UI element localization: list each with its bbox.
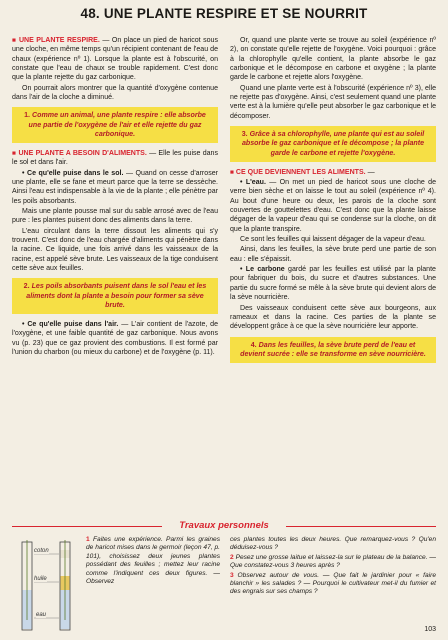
square-bullet-icon: ■ (12, 37, 17, 44)
heading-devenir: CE QUE DEVIENNENT LES ALIMENTS. (235, 168, 366, 176)
text-sol-3: L'eau circulant dans la terre dissout les aliments qui s'y trouvent. C'est donc de l'eau chargée d'aliments qui pénètre dans la racine. Ce liquide, une fois arrivé dans les vaisseaux de la racine, est appelé sève brute. Les vaisseaux de la tige conduisent cette sève aux feuilles. (12, 227, 218, 273)
divider-line-right (286, 526, 436, 527)
travaux-col-2 (230, 536, 436, 598)
text-carbone: gardé par les feuilles est utilisé par la plante pour fabriquer du bois, du sucre et d'autres substances. Une partie du sucre formé se mêle à la sève brute qui devient alors de la sève nourricière. (230, 266, 436, 302)
text-eau-1: — On met un pied de haricot sous une cloche de verre bien sèche et on laisse le tout au soleil (expérience nº 4). Au bout d'une heure ou deux, les parois de la cloche sont couvertes de gouttelettes d'eau. C'est donc que la plante laisse dégager de la vapeur d'eau qui se condense sur la cloche, on dit que la plante transpire. (230, 179, 436, 233)
sol-paragraph (12, 169, 218, 206)
travaux-col-1 (86, 536, 220, 587)
travaux-heading: Travaux personnels (179, 520, 269, 531)
heading-respire: UNE PLANTE RESPIRE. (18, 37, 100, 44)
heading-aliments: UNE PLANTE A BESOIN D'ALIMENTS. (18, 150, 147, 158)
right-column (230, 36, 436, 369)
text-aliments-intro: — Elle les puise dans le sol et dans l'air. (12, 150, 219, 167)
text-respire-2: On pourrait alors montrer que la quantité d'oxygène contenue dans l'air de la cloche a diminué. (12, 84, 218, 102)
subheading-carbone: Le carbone (245, 266, 285, 274)
dot-bullet-icon: • (240, 266, 243, 274)
square-bullet-icon: ■ (230, 168, 234, 176)
text-eau-2: Ce sont les feuilles qui laissent dégager de la vapeur d'eau. (240, 236, 426, 244)
text-respire-1: — On place un pied de haricot sous une cloche, en même temps qu'un récipient contenant de l'eau de chaux (expérience nº 1). Lorsque la plante est à l'obscurité, on constate que l'eau de chaux se trouble rapidement. C'est donc que la plante rejette du gaz carbonique. (12, 37, 218, 82)
dot-bullet-icon: • (240, 179, 243, 187)
text-eau-3: Ainsi, dans les feuilles, la sève brute perd une partie de son eau : elle s'épaissit. (230, 246, 436, 263)
subheading-eau: L'eau. (245, 179, 266, 187)
page-number: 103 (424, 626, 436, 633)
dot-bullet-icon: • (22, 169, 25, 177)
summary-box-4: 4. Dans les feuilles, la sève brute perd de l'eau et devient sucrée : elle se transforme en sève nourricière. (230, 337, 436, 363)
exercise-2-text: Pesez une grosse laitue et laissez-la sur le plateau de la balance. — Que constatez-vous 3 heures après ? (230, 553, 436, 570)
subheading-sol: Ce qu'elle puise dans le sol. (26, 169, 124, 177)
text-right-2: Quand une plante verte est à l'obscurité (expérience nº 3), elle ne rejette pas d'oxygène. Ainsi, c'est seulement quand une plante verte est à la lumière qu'elle peut absorber le gaz carbonique et le décomposer. (230, 84, 436, 120)
square-bullet-icon: ■ (12, 150, 17, 158)
experiment-tubes-figure (16, 540, 76, 632)
air-paragraph (12, 320, 218, 357)
section-respire (12, 36, 218, 83)
carbone-paragraph (230, 265, 436, 302)
exercise-number-3: 3 (230, 571, 234, 579)
section-aliments (12, 149, 218, 168)
travaux-divider (12, 520, 436, 532)
text-vaisseaux: Des vaisseaux conduisent cette sève aux bourgeons, aux rameaux et dans la racine. Ces parties de la plante se développent grâce à ce que la sève nourricière leur apporte. (230, 304, 436, 331)
exercise-1-text: Faites une expérience. Parmi les graines de haricot mises dans le germoir (leçon 47, p. 101), choisissez deux jeunes plantes possédant des feuilles ; mettez leur racine comme l'indiquent ces deux figures. — Observez (86, 536, 220, 586)
exercise-3-text: Observez autour de vous. — Que fait le jardinier pour « faire blanchir » les salades ? — Pourquoi le cultivateur met-il du fumier et des engrais sur ses champs ? (230, 571, 436, 596)
text-right-1: Or, quand une plante verte se trouve au soleil (expérience nº 2), on constate qu'elle rejette de l'oxygène. Voici pourquoi : grâce à la chlorophylle qu'elle contient, la plante absorbe le gaz carbonique et le décompose en carbone et oxygène ; la plante garde le carbone et rejette alors l'oxygène. (230, 37, 436, 82)
label-coton: coton (34, 548, 49, 554)
text-sol-2: Mais une plante pousse mal sur du sable arrosé avec de l'eau pure : les plantes puisent donc des aliments dans la terre. (12, 208, 218, 225)
subheading-air: Ce qu'elle puise dans l'air. (27, 321, 119, 329)
section-devenir: ■ CE QUE DEVIENNENT LES ALIMENTS. — (230, 168, 375, 176)
exercise-number-2: 2 (230, 553, 234, 561)
left-column (12, 36, 218, 358)
exercise-number-1: 1 (86, 536, 90, 543)
dot-bullet-icon: • (22, 321, 25, 329)
eau-paragraph (230, 178, 436, 234)
page-title: 48. UNE PLANTE RESPIRE ET SE NOURRIT (80, 6, 368, 21)
exercise-1-cont: ces plantes toutes les deux heures. Que remarquez-vous ? Qu'en déduisez-vous ? (230, 536, 436, 552)
label-huile: huile (34, 576, 47, 582)
text-sol-1: — Quand on cesse d'arroser une plante, elle se fane et meurt parce que la terre se dessèche. Ainsi l'eau est indispensable à la vie de la plante ; elle pénètre par les poils absorbants. (12, 169, 218, 205)
summary-box-2: 2. Les poils absorbants puisent dans le sol l'eau et les aliments dont la plante a besoin pour former sa sève brute. (12, 278, 218, 314)
text-air: — L'air contient de l'azote, de l'oxygène, et une faible quantité de gaz carbonique. Nous avons vu (p. 23) que ce gaz provient des combustions. Il est formé par l'union du charbon (ou mieux du carbone) et de l'oxygène (p. 11). (12, 321, 218, 357)
label-eau: eau (36, 612, 47, 618)
summary-box-3: 3. Grâce à sa chlorophylle, une plante qui est au soleil absorbe le gaz carbonique et le décompose ; la plante garde le carbone et rejette l'oxygène. (230, 126, 436, 162)
summary-box-1: 1. Comme un animal, une plante respire : elle absorbe une partie de l'oxygène de l'air et elle rejette du gaz carbonique. (12, 107, 218, 143)
